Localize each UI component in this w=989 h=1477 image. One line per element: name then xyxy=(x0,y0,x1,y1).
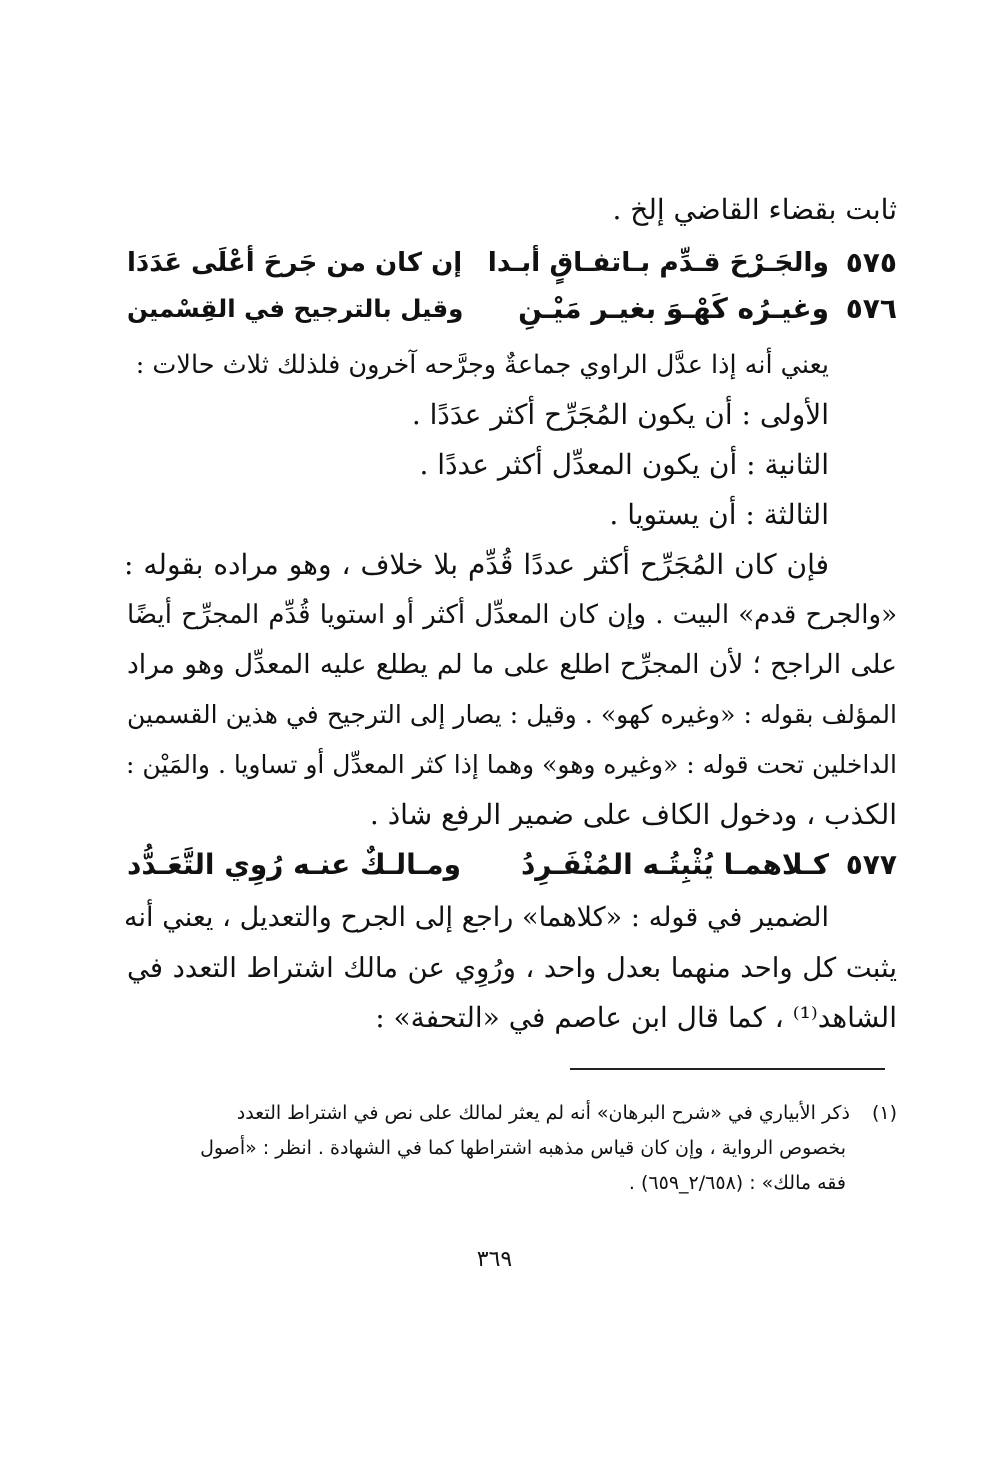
verse-number: ٥٧٧ xyxy=(845,848,897,881)
commentary-line: فإن كان المُجَرِّح أكثر عددًا قُدِّم بلا خلاف ، وهو مراده بقوله : xyxy=(124,548,829,581)
verse-hemistich-first: وغيـرُه كَهْـوَ بغيـر مَيْـنِ xyxy=(518,292,829,325)
commentary-line: الأولى : أن يكون المُجَرِّح أكثر عدَدًا . xyxy=(411,398,829,431)
commentary-line: يعني أنه إذا عدَّل الراوي جماعةٌ وجرَّحه آخرون فلذلك ثلاث حالات : xyxy=(135,350,829,380)
footnote-text: ذكر الأبياري في «شرح البرهان» أنه لم يعثر لمالك على نص في اشتراط التعدد xyxy=(236,1102,850,1124)
verse-hemistich-second: وقيل بالترجيح في القِسْمين xyxy=(127,294,464,323)
commentary-line: الثالثة : أن يستويا . xyxy=(609,498,829,531)
footnote-line xyxy=(127,1098,897,1128)
continuation-line: ثابت بقضاء القاضي إلخ . xyxy=(612,193,897,226)
footnote-line: فقه مالك» : (٢/٦٥٨_٦٥٩) . xyxy=(628,1172,846,1194)
commentary-line: الداخلين تحت قوله : «وغيره وهو» وهما إذا كثر المعدِّل أو تساويا . والمَيْن : xyxy=(125,750,897,779)
verse-575 xyxy=(127,243,897,283)
commentary-line: الضمير في قوله : «كلاهما» راجع إلى الجرح والتعديل ، يعني أنه xyxy=(124,902,829,933)
commentary-line: الشاهد⁽¹⁾ ، كما قال ابن عاصم في «التحفة» : xyxy=(375,1001,897,1034)
footnote-separator xyxy=(570,1068,885,1070)
verse-hemistich-first: والجَـرْحَ قـدِّم بـاتفـاقٍ أبـدا xyxy=(487,247,829,278)
commentary-line: «والجرح قدم» البيت . وإن كان المعدِّل أكثر أو استويا قُدِّم المجرِّح أيضًا xyxy=(127,600,897,630)
page-number: ٣٦٩ xyxy=(476,1247,513,1272)
verse-hemistich-first: كـلاهمـا يُثْبِتُـه المُنْفَـرِدُ xyxy=(520,848,829,881)
verse-576 xyxy=(127,289,897,329)
verse-number: ٥٧٦ xyxy=(845,292,897,325)
commentary-line: الثانية : أن يكون المعدِّل أكثر عددًا . xyxy=(419,448,829,481)
verse-hemistich-second: إن كان من جَرحَ أعْلَى عَدَدَا xyxy=(127,248,463,278)
commentary-line: المؤلف بقوله : «وغيره كهو» . وقيل : يصار إلى الترجيح في هذين القسمين xyxy=(127,700,897,729)
commentary-line: يثبت كل واحد منهما بعدل واحد ، ورُوِي عن مالك اشتراط التعدد في xyxy=(127,952,897,984)
verse-number: ٥٧٥ xyxy=(845,246,897,279)
commentary-line: على الراجح ؛ لأن المجرِّح اطلع على ما لم يطلع عليه المعدِّل وهو مراد xyxy=(127,649,897,680)
footnote-marker: (١) xyxy=(871,1102,897,1124)
verse-hemistich-second: ومـالـكٌ عنـه رُوِي التَّعَـدُّد xyxy=(127,848,461,881)
commentary-line: الكذب ، ودخول الكاف على ضمير الرفع شاذ . xyxy=(369,798,897,831)
footnote-line: بخصوص الرواية ، وإن كان قياس مذهبه اشتراطها كما في الشهادة . انظر : «أصول xyxy=(200,1137,846,1159)
verse-577 xyxy=(127,845,897,885)
